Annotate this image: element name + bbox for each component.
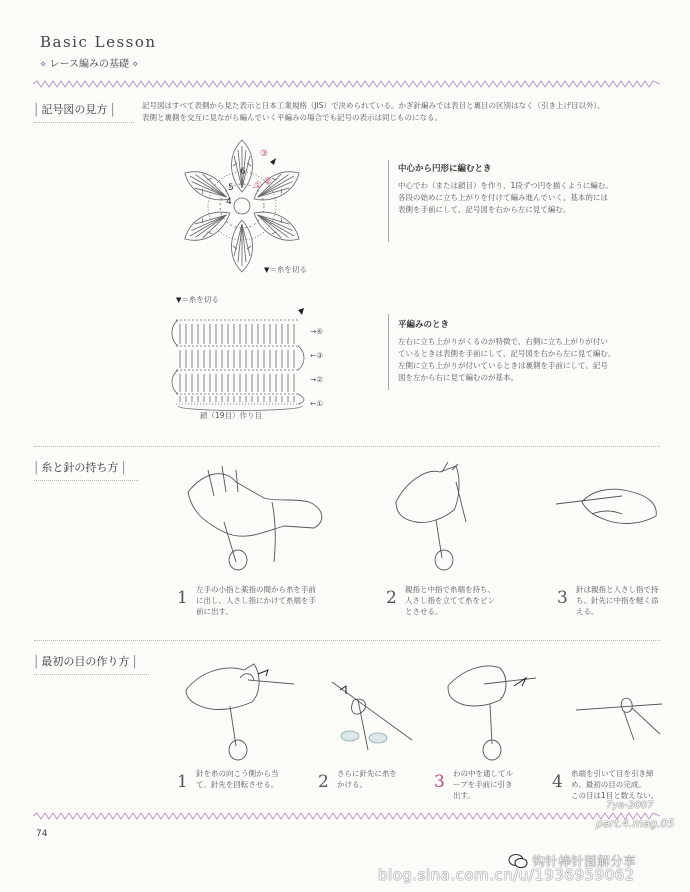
step-description: 針を糸の向こう側から当 て、針先を回転させる。 <box>196 769 279 789</box>
section-heading-text: 記号図の見方 <box>41 103 108 116</box>
cut-yarn-legend-2: ▼＝糸を切る <box>176 295 219 304</box>
step-number: 3 <box>557 588 568 608</box>
cut-yarn-legend-1: ▼＝糸を切る <box>264 265 307 274</box>
section-heading-text: 糸と針の持ち方 <box>41 461 119 474</box>
arrow-icon <box>514 678 526 686</box>
circular-chart-diagram <box>172 132 312 280</box>
subtitle-text: レース編みの基礎 <box>49 59 129 70</box>
blog-url: blog.sina.com.cn/u/1936959062 <box>378 866 635 884</box>
row-label: →② <box>310 375 324 384</box>
note-bar <box>388 160 392 242</box>
step-description: 親指と中指で糸端を持ち、 人さし指を立てて糸をピン とさせる。 <box>405 585 495 616</box>
flat-note-title: 平編みのとき <box>398 320 450 330</box>
stitch-illustration-3 <box>444 650 544 768</box>
cut-yarn-triangle-icon: ▼ <box>176 296 182 304</box>
step-description: 糸端を引いて目を引き締 め、最初の目の完成。 この目は1目と数えない。 <box>571 769 659 800</box>
arrow-icon <box>258 670 268 676</box>
step-description: わの中を通してル ープを手前に引き 出す。 <box>453 769 513 800</box>
circle-note-text: 中心でわ（または鎖目）を作り、1段ずつ円を描くように編む。 各段の始めに立ち上がりを付けて編み進んでいく。基本的には 表側を手前にして、記号図を右から左に見て編む。 <box>398 181 613 214</box>
wechat-account-name: 钩针棒针图解分享 <box>532 855 637 870</box>
stitch-illustration-2 <box>328 660 418 770</box>
hand-illustration-2 <box>386 462 496 577</box>
section-heading-first-stitch: | 最初の目の作り方 | <box>34 653 137 669</box>
step-number: 3 <box>434 772 445 792</box>
step-number: 2 <box>386 588 397 608</box>
row-label: ←③ <box>310 351 324 360</box>
cut-yarn-marker-icon <box>298 308 304 315</box>
cut-yarn-marker-icon <box>270 158 276 165</box>
circle-note-title: 中心から円形に編むとき <box>398 164 492 174</box>
section-underline <box>34 674 149 675</box>
watermark-text: 7ya-2007 <box>606 800 654 811</box>
section-underline <box>34 480 139 481</box>
round-label-5: 5 <box>228 183 234 193</box>
diamond-bullet-icon: ⋄ <box>132 59 139 70</box>
step-number: 1 <box>177 772 188 792</box>
section-heading-text: 最初の目の作り方 <box>41 655 130 668</box>
step-number: 4 <box>552 772 563 792</box>
hand-illustration-1 <box>184 462 334 577</box>
page-subtitle <box>40 55 138 70</box>
watermark-text: part.4.mag.05 <box>596 817 675 830</box>
hand-illustration-3 <box>552 480 662 540</box>
section-underline <box>34 122 134 123</box>
round-label-6: 6 <box>240 167 246 177</box>
cut-yarn-triangle-icon: ▼ <box>264 266 270 274</box>
flat-note-text: 左右に立ち上がりがくるのが特徴で、右側に立ち上がりが付い ているときは表側を手前にして、記号図を右から左に見て編む。 左側に立ち上がりが付いているときは裏側を手前にして、記号 図を左から右に見て編むのが基本。 <box>398 337 616 382</box>
page-title: Basic Lesson <box>40 33 157 51</box>
step-number: 1 <box>177 588 188 608</box>
page-number: 74 <box>36 829 48 839</box>
stitch-illustration-4 <box>574 690 666 744</box>
symbols-intro: 記号図はすべて表側から見た表示と日本工業規格（JIS）で決められている。かぎ針編みでは表目と裏目の区別はなく（引き上げ目以外）、 表側と裏側を交互に見ながら編んでいく平編みの場合でも記号の表示は同じものになる。 <box>142 101 605 122</box>
decorative-divider-top <box>33 80 660 88</box>
diamond-bullet-icon: ⋄ <box>40 59 47 70</box>
step-description: 左手の小指と薬指の間から糸を手前 に出し、人さし指にかけて糸端を手 前に出す。 <box>196 585 316 616</box>
decorative-divider-bottom <box>33 812 660 820</box>
step-description: さらに針先に糸を かける。 <box>337 769 397 789</box>
step-description: 針は親指と人さし指で持 ち、針先に中指を軽く添 える。 <box>576 585 659 616</box>
row-labels <box>310 320 323 416</box>
flat-chart-diagram <box>170 306 310 418</box>
note-bar <box>388 314 392 390</box>
watermark-flower-icon <box>341 731 387 743</box>
section-heading-holding: | 糸と針の持ち方 | <box>34 459 126 475</box>
round-label-3: ③ <box>260 149 269 159</box>
section-divider <box>34 446 660 447</box>
step-number: 2 <box>318 772 329 792</box>
row-label: →④ <box>310 327 324 336</box>
round-label-2: ② <box>264 177 273 187</box>
stitch-illustration-1 <box>184 650 304 768</box>
round-label-4: 4 <box>226 197 232 207</box>
chain-label: 鎖（19目）作り目 <box>200 411 263 420</box>
round-label-1: ① <box>254 181 263 191</box>
row-label: ←① <box>310 399 324 408</box>
section-heading-symbols: | 記号図の見方 | <box>34 101 115 117</box>
section-divider <box>34 640 660 641</box>
